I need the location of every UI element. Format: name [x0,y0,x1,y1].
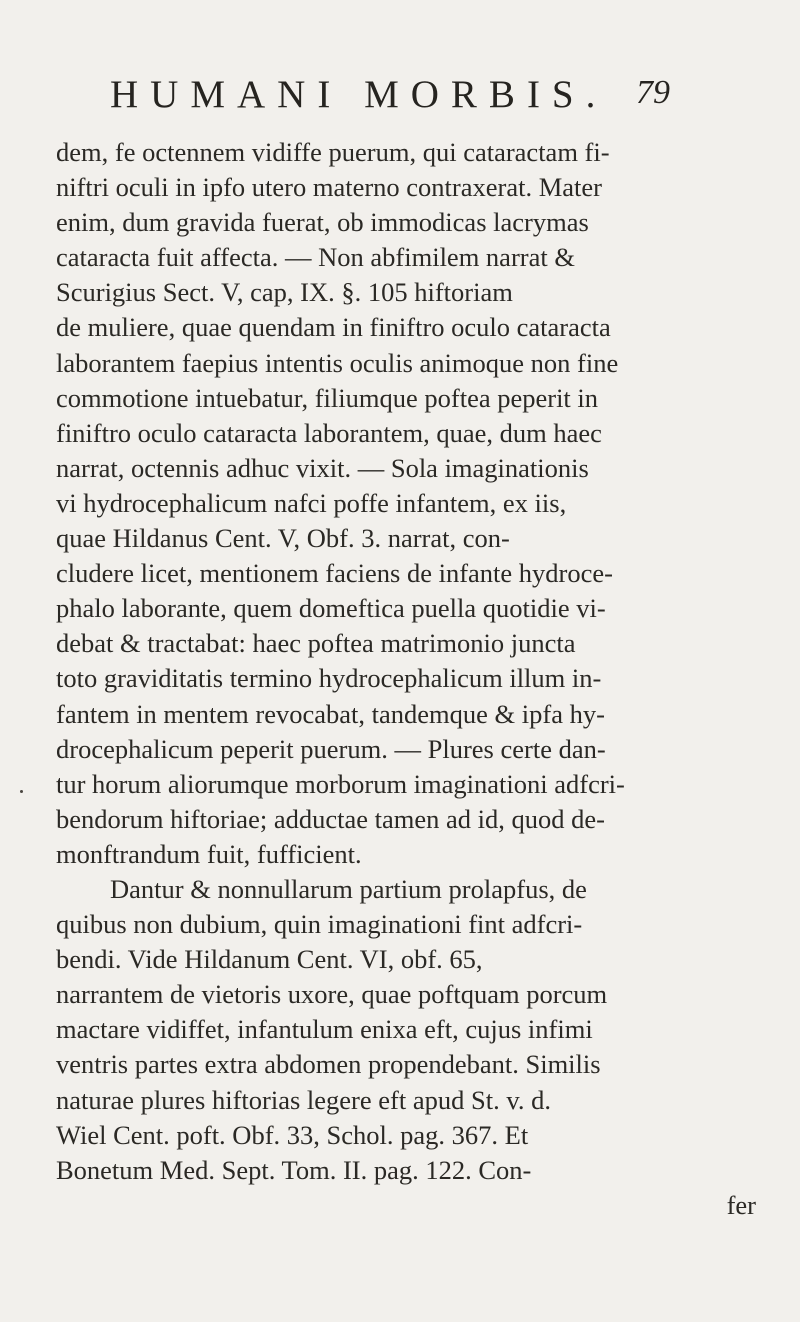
page-header [110,68,670,116]
text-line: fantem in mentem revocabat, tandemque & ipfa hy- [56,698,605,729]
catchword: fer [726,1189,756,1220]
text-line: toto graviditatis termino hydrocephalicum illum in- [56,663,602,694]
text-line: ventris partes extra abdomen propendebant. Similis [56,1049,601,1080]
text-line: narrat, octennis adhuc vixit. — Sola imaginationis [56,452,589,483]
text-line: monftrandum fuit, fufficient. [56,838,362,869]
text-line: quae Hildanus Cent. V, Obf. 3. narrat, con- [56,523,510,554]
text-line: narrantem de vietoris uxore, quae poftquam porcum [56,979,608,1010]
text-line: enim, dum gravida fuerat, ob immodicas lacrymas [56,207,589,238]
text-line: Scurigius Sect. V, cap, IX. §. 105 hiftoriam [56,277,513,308]
text-line: bendi. Vide Hildanum Cent. VI, obf. 65, [56,944,483,975]
text-line: finiftro oculo cataracta laborantem, quae, dum haec [56,417,602,448]
running-title: HUMANI MORBIS. [110,73,608,116]
text-line: phalo laborante, quem domeftica puella quotidie vi- [56,593,606,624]
text-line: quibus non dubium, quin imaginationi fint adfcri- [56,909,583,940]
text-line: vi hydrocephalicum nafci poffe infantem, ex iis, [56,487,567,518]
body-text [56,135,756,1223]
text-line: Wiel Cent. poft. Obf. 33, Schol. pag. 367. Et [56,1119,529,1150]
text-line: dem, fe octennem vidiffe puerum, qui cataractam fi- [56,137,610,167]
text-line: drocephalicum peperit puerum. — Plures certe dan- [56,733,606,764]
margin-dot [20,790,23,793]
text-line: de muliere, quae quendam in finiftro oculo cataracta [56,312,611,343]
text-line: cataracta fuit affecta. — Non abfimilem narrat & [56,242,575,273]
text-line: Bonetum Med. Sept. Tom. II. pag. 122. Con- [56,1154,532,1185]
page-number: 79 [636,74,670,111]
text-line: mactare vidiffet, infantulum enixa eft, cujus infimi [56,1014,593,1045]
text-line: commotione intuebatur, filiumque poftea peperit in [56,382,599,413]
text-line: cludere licet, mentionem faciens de infante hydroce- [56,558,613,589]
text-line: bendorum hiftoriae; adductae tamen ad id, quod de- [56,803,605,834]
text-line: laborantem faepius intentis oculis animoque non fine [56,347,619,378]
text-line: debat & tractabat: haec poftea matrimonio juncta [56,628,576,659]
text-line: naturae plures hiftorias legere eft apud St. v. d. [56,1084,551,1115]
paragraph-start-line: Dantur & nonnullarum partium prolapfus, de [110,873,587,904]
text-line: tur horum aliorumque morborum imaginationi adfcri- [56,768,625,799]
text-line: niftri oculi in ipfo utero materno contraxerat. Mater [56,172,602,203]
